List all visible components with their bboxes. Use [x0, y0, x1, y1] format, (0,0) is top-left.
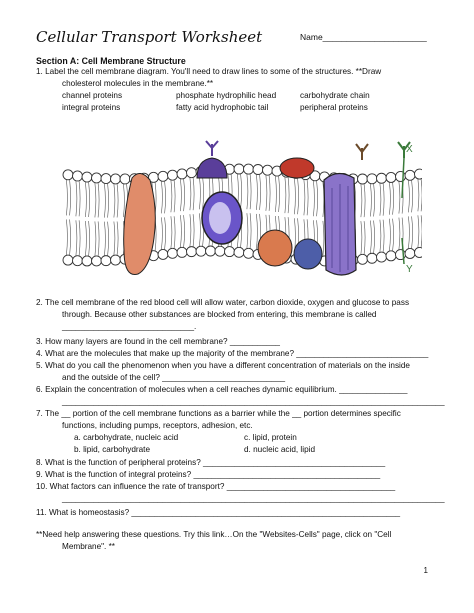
fatty-acid-tail	[70, 180, 71, 216]
phospholipid-head	[358, 174, 368, 184]
phospholipid-head	[158, 249, 168, 259]
question-6-answer-line[interactable]: ____________________________________________________________________________________	[62, 397, 445, 406]
fatty-acid-tail	[199, 177, 200, 210]
fatty-acid-tail	[389, 219, 390, 251]
fatty-acid-tail	[171, 180, 172, 212]
fatty-acid-tail	[250, 174, 251, 209]
fatty-acid-tail	[370, 184, 371, 217]
phospholipid-head	[386, 172, 396, 182]
fatty-acid-tail	[180, 179, 181, 211]
phospholipid-head	[63, 255, 73, 265]
fatty-acid-tail	[279, 176, 280, 212]
fatty-acid-tail	[174, 216, 175, 248]
phospholipid-head	[187, 168, 197, 178]
section-a-heading: Section A: Cell Membrane Structure	[36, 56, 186, 66]
integral-protein-center-highlight	[209, 202, 231, 234]
question-7-cont: functions, including pumps, receptors, adhesion, etc.	[62, 421, 253, 430]
phospholipid-head	[377, 173, 387, 183]
phospholipid-head	[101, 256, 111, 266]
question-1-cont: cholesterol molecules in the membrane.**	[62, 79, 214, 88]
term-peripheral-proteins: peripheral proteins	[300, 103, 368, 112]
fatty-acid-tail	[190, 214, 191, 246]
question-2: 2. The cell membrane of the red blood cell will allow water, carbon dioxide, oxygen and glucose to pass	[36, 298, 410, 307]
question-1: 1. Label the cell membrane diagram. You'll need to draw lines to some of the structures. **Draw	[36, 67, 382, 76]
phospholipid-head	[367, 253, 377, 263]
question-2-cont: through. Because other substances are blocked from entering, this membrane is called	[62, 310, 377, 319]
fatty-acid-tail	[114, 221, 115, 255]
fatty-acid-tail	[370, 221, 371, 254]
fatty-acid-tail	[190, 178, 191, 210]
term-fatty-acid-tail: fatty acid hydrophobic tail	[176, 103, 269, 112]
fatty-acid-tail	[421, 179, 422, 211]
phospholipid-head	[111, 174, 121, 184]
carbohydrate-chain-purple	[206, 141, 218, 156]
fatty-acid-tail	[165, 217, 166, 249]
peripheral-protein-bottom-orange	[258, 230, 292, 266]
fatty-acid-tail	[323, 221, 324, 256]
fatty-acid-tail	[89, 182, 90, 217]
fatty-acid-tail	[317, 181, 318, 216]
fatty-acid-tail	[393, 219, 394, 251]
fatty-acid-tail	[70, 219, 71, 255]
fatty-acid-tail	[117, 184, 118, 218]
phospholipid-head	[377, 252, 387, 262]
fatty-acid-tail	[98, 183, 99, 218]
fatty-acid-tail	[275, 176, 276, 212]
fatty-acid-tail	[117, 221, 118, 255]
phospholipid-head	[158, 171, 168, 181]
phospholipid-head	[63, 170, 73, 180]
phospholipid-head	[234, 247, 244, 257]
fatty-acid-tails	[66, 174, 422, 256]
fatty-acid-tail	[203, 177, 204, 210]
fatty-acid-tail	[161, 181, 162, 213]
fatty-acid-tail	[76, 181, 77, 216]
phospholipid-head	[101, 174, 111, 184]
phospholipid-head	[168, 248, 178, 258]
phospholipid-heads-top	[63, 164, 422, 184]
fatty-acid-tail	[104, 184, 105, 218]
fatty-acid-tail	[298, 178, 299, 214]
fatty-acid-tail	[374, 221, 375, 254]
fatty-acid-tail	[380, 183, 381, 215]
phospholipid-head	[405, 170, 415, 180]
question-10-answer-line[interactable]: ____________________________________________________________________________________	[62, 494, 445, 503]
fatty-acid-tail	[418, 179, 419, 211]
phospholipid-head	[244, 164, 254, 174]
fatty-acid-tail	[408, 216, 409, 248]
fatty-acid-tail	[114, 184, 115, 218]
phospholipid-head	[187, 247, 197, 257]
name-field[interactable]: Name______________________	[300, 32, 427, 42]
fatty-acid-tail	[389, 182, 390, 214]
phospholipid-head	[92, 256, 102, 266]
phospholipid-head	[405, 248, 415, 258]
fatty-acid-tail	[79, 220, 80, 255]
fatty-acid-tail	[260, 174, 261, 209]
cell-membrane-diagram	[62, 138, 422, 288]
question-9: 9. What is the function of integral proteins? _________________________________________	[36, 470, 381, 479]
phospholipid-head	[111, 255, 121, 265]
fatty-acid-tail	[108, 222, 109, 256]
phospholipid-head	[82, 172, 92, 182]
phospholipid-head	[386, 251, 396, 261]
phospholipid-head	[367, 174, 377, 184]
fatty-acid-tail	[193, 214, 194, 246]
fatty-acid-tail	[76, 220, 77, 255]
fatty-acid-tail	[256, 174, 257, 209]
phospholipid-head	[244, 248, 254, 258]
diagram-label-x: X	[406, 144, 413, 155]
fatty-acid-tail	[412, 180, 413, 212]
fatty-acid-tail	[361, 221, 362, 254]
question-7: 7. The __ portion of the cell membrane functions as a barrier while the __ portion determines specific	[36, 409, 401, 418]
peripheral-protein-bottom-blue	[294, 239, 322, 269]
help-note-cont: Membrane". **	[62, 542, 115, 551]
fatty-acid-tail	[241, 174, 242, 209]
phospholipid-head	[177, 169, 187, 179]
question-3: 3. How many layers are found in the cell membrane? ___________	[36, 337, 280, 346]
phospholipid-heads-bottom	[63, 246, 422, 266]
question-7-option-c[interactable]: c. lipid, protein	[244, 433, 297, 442]
term-channel-proteins: channel proteins	[62, 91, 123, 100]
fatty-acid-tail	[85, 221, 86, 256]
question-4: 4. What are the molecules that make up the majority of the membrane? _____________________________	[36, 349, 429, 358]
fatty-acid-tail	[288, 177, 289, 213]
fatty-acid-tail	[307, 180, 308, 216]
phospholipid-head	[73, 171, 83, 181]
fatty-acid-tail	[171, 216, 172, 248]
phospholipid-head	[358, 254, 368, 264]
fatty-acid-tail	[364, 184, 365, 217]
phospholipid-head	[82, 256, 92, 266]
help-note: **Need help answering these questions. Try this link…On the "Websites-Cells" page, click on "Cell	[36, 530, 392, 539]
fatty-acid-tail	[285, 177, 286, 213]
fatty-acid-tail	[269, 175, 270, 211]
page-number: 1	[423, 566, 428, 575]
question-6: 6. Explain the concentration of molecules when a cell reaches dynamic equilibrium. _______________	[36, 385, 408, 394]
phospholipid-head	[177, 247, 187, 257]
fatty-acid-tail	[408, 180, 409, 212]
fatty-acid-tail	[184, 179, 185, 211]
fatty-acid-tail	[123, 184, 124, 217]
diagram-label-y: Y	[406, 264, 413, 275]
question-8: 8. What is the function of peripheral proteins? ________________________________________	[36, 458, 386, 467]
phospholipid-head	[168, 170, 178, 180]
fatty-acid-tail	[393, 182, 394, 214]
fatty-acid-tail	[66, 219, 67, 255]
fatty-acid-tail	[418, 215, 419, 247]
fatty-acid-tail	[399, 181, 400, 213]
phospholipid-head	[206, 246, 216, 256]
fatty-acid-tail	[85, 182, 86, 217]
fatty-acid-tail	[294, 178, 295, 214]
fatty-acid-tail	[421, 215, 422, 247]
fatty-acid-tail	[104, 222, 105, 256]
question-2-blank[interactable]: _____________________________.	[62, 322, 197, 331]
question-5: 5. What do you call the phenomenon when you have a different concentration of materials on the inside	[36, 361, 410, 370]
peripheral-protein-top-purple	[197, 158, 227, 178]
fatty-acid-tail	[165, 181, 166, 213]
fatty-acid-tail	[380, 220, 381, 252]
fatty-acid-tail	[79, 181, 80, 216]
phospholipid-head	[225, 247, 235, 257]
fatty-acid-tail	[108, 184, 109, 218]
phospholipid-head	[234, 164, 244, 174]
question-7-option-a[interactable]: a. carbohydrate, nucleic acid	[74, 433, 179, 442]
fatty-acid-tail	[66, 180, 67, 216]
fatty-acid-tail	[374, 184, 375, 217]
question-11: 11. What is homeostasis? ___________________________________________________________	[36, 508, 401, 517]
fatty-acid-tail	[161, 217, 162, 249]
fatty-acid-tail	[95, 183, 96, 218]
fatty-acid-tail	[412, 216, 413, 248]
term-phosphate-head: phosphate hydrophilic head	[176, 91, 277, 100]
fatty-acid-tail	[180, 215, 181, 247]
question-7-option-d[interactable]: d. nucleic acid, lipid	[244, 445, 315, 454]
fatty-acid-tail	[361, 184, 362, 217]
phospholipid-head	[415, 169, 423, 179]
term-carbohydrate-chain: carbohydrate chain	[300, 91, 370, 100]
phospholipid-head	[73, 256, 83, 266]
fatty-acid-tail	[383, 220, 384, 252]
term-integral-proteins: integral proteins	[62, 103, 121, 112]
fatty-acid-tail	[174, 180, 175, 212]
fatty-acid-tail	[95, 221, 96, 256]
fatty-acid-tail	[364, 221, 365, 254]
fatty-acid-tail	[89, 221, 90, 256]
fatty-acid-tail	[250, 213, 251, 248]
question-7-option-b[interactable]: b. lipid, carbohydrate	[74, 445, 151, 454]
phospholipid-head	[120, 174, 130, 184]
worksheet-title: Cellular Transport Worksheet	[36, 28, 263, 46]
peripheral-protein-top-red	[280, 158, 314, 178]
phospholipid-head	[263, 165, 273, 175]
fatty-acid-tail	[247, 174, 248, 209]
phospholipid-head	[215, 246, 225, 256]
phospholipid-head	[92, 173, 102, 183]
fatty-acid-tail	[383, 183, 384, 215]
fatty-acid-tail	[266, 175, 267, 211]
phospholipid-head	[253, 164, 263, 174]
fatty-acid-tail	[184, 215, 185, 247]
fatty-acid-tail	[304, 180, 305, 216]
question-10: 10. What factors can influence the rate of transport? _____________________________________	[36, 482, 396, 491]
fatty-acid-tail	[193, 178, 194, 210]
phospholipid-head	[196, 246, 206, 256]
fatty-acid-tail	[247, 213, 248, 248]
fatty-acid-tail	[399, 218, 400, 250]
fatty-acid-tail	[199, 213, 200, 246]
carbohydrate-chain-brown	[356, 144, 368, 160]
fatty-acid-tail	[98, 221, 99, 256]
phospholipid-head	[415, 247, 423, 257]
fatty-acid-tail	[256, 214, 257, 249]
question-5-cont: and the outside of the cell? ___________________________	[62, 373, 286, 382]
fatty-acid-tail	[313, 181, 314, 216]
